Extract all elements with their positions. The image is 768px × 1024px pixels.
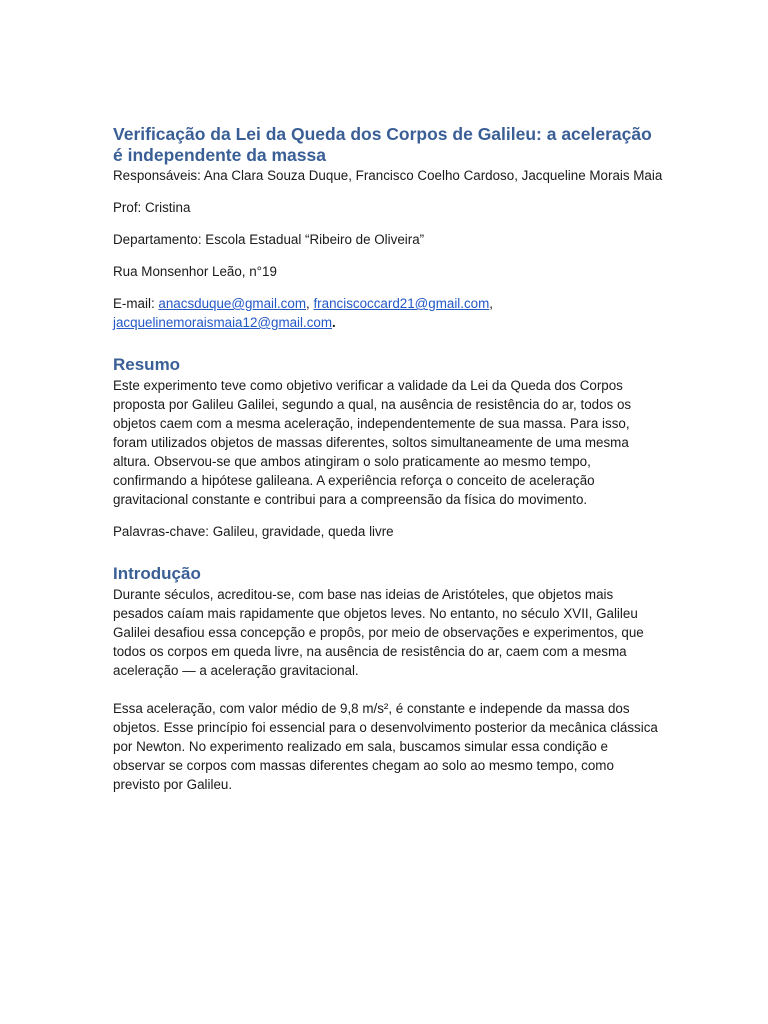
intro-paragraph-1: Durante séculos, acreditou-se, com base nas ideias de Aristóteles, que objetos mais pesados caíam mais rapidamente que objetos leves. No entanto, no século XVII, Galileu Galilei desafiou essa concepção e propôs, por meio de observações e experimentos, que todos os corpos em queda livre, na ausência de resistência do ar, caem com a mesma aceleração — a aceleração gravitacional. — [113, 587, 644, 678]
email-link-2[interactable]: franciscoccard21@gmail.com — [313, 296, 490, 311]
email-link-1[interactable]: anacsduque@gmail.com — [158, 296, 306, 311]
address: Rua Monsenhor Leão, n°19 — [113, 264, 277, 279]
paper-title: Verificação da Lei da Queda dos Corpos de Galileu: a aceleração é independente da massa — [113, 124, 652, 165]
email-line: E-mail: anacsduque@gmail.com, franciscoccard21@gmail.com, jacquelinemoraismaia12@gmail.com. — [113, 296, 494, 330]
keywords: Palavras-chave: Galileu, gravidade, queda livre — [113, 524, 394, 539]
introducao-heading: Introdução — [113, 564, 201, 583]
department: Departamento: Escola Estadual “Ribeiro de Oliveira” — [113, 232, 425, 247]
professor: Prof: Cristina — [113, 200, 191, 215]
email-label: E-mail: — [113, 296, 155, 311]
document-content — [113, 124, 663, 794]
authors: Responsáveis: Ana Clara Souza Duque, Francisco Coelho Cardoso, Jacqueline Morais Maia — [113, 168, 663, 183]
resumo-text: Este experimento teve como objetivo verificar a validade da Lei da Queda dos Corpos proposta por Galileu Galilei, segundo a qual, na ausência de resistência do ar, todos os objetos caem com a mesma aceleração, independentemente de sua massa. Para isso, foram utilizados objetos de massas diferentes, soltos simultaneamente de uma mesma altura. Observou-se que ambos atingiram o solo praticamente ao mesmo tempo, confirmando a hipótese galileana. A experiência reforça o conceito de aceleração gravitacional constante e contribui para a compreensão da física do movimento. — [113, 378, 632, 507]
resumo-heading: Resumo — [113, 355, 181, 374]
email-link-3[interactable]: jacquelinemoraismaia12@gmail.com — [113, 315, 333, 330]
intro-paragraph-2: Essa aceleração, com valor médio de 9,8 m/s², é constante e independe da massa dos objetos. Esse princípio foi essencial para o desenvolvimento posterior da mecânica clássica por Newton. No experimento realizado em sala, buscamos simular essa condição e observar se corpos com massas diferentes chegam ao solo ao mesmo tempo, como previsto por Galileu. — [113, 701, 658, 792]
